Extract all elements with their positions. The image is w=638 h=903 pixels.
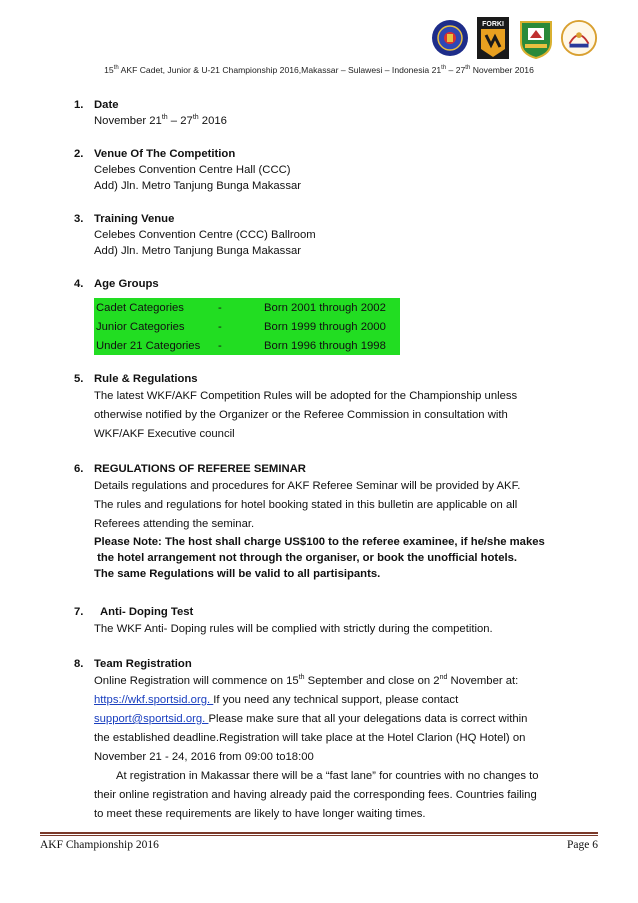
age-category: Cadet Categories [94,298,216,317]
referee-text-line: Details regulations and procedures for AKF Referee Seminar will be provided by AKF. [94,480,521,492]
rules-text-line: otherwise notified by the Organizer or the Referee Commission in consultation with [94,409,508,421]
venue-line: Celebes Convention Centre Hall (CCC) [94,164,291,176]
svg-text:FORKI: FORKI [482,21,504,28]
rules-text-line: WKF/AKF Executive council [94,428,235,440]
age-groups-table [94,298,400,355]
section-number: 1. [74,99,84,111]
training-address: Add) Jln. Metro Tanjung Bunga Makassar [94,245,302,257]
registration-line: support@sportsid.org. Please make sure that all your delegations data is correct within [94,713,528,725]
registration-line: their online registration and having already paid the corresponding fees. Countries failing [94,789,537,801]
forki-logo [474,16,512,60]
section-heading: Date [94,99,119,111]
section-number: 6. [74,463,84,475]
section-number: 4. [74,278,84,290]
registration-line: the established deadline.Registration will take place at the Hotel Clarion (HQ Hotel) on [94,732,526,744]
document-body [74,97,584,841]
page-number: Page 6 [567,839,598,851]
section-rules [74,371,584,444]
section-heading: Venue Of The Competition [94,148,236,160]
wkf-sportsid-link[interactable]: https://wkf.sportsid.org. [94,694,214,706]
section-number: 2. [74,148,84,160]
section-heading: REGULATIONS OF REFEREE SEMINAR [94,463,306,475]
rules-text-line: The latest WKF/AKF Competition Rules will be adopted for the Championship unless [94,390,518,402]
section-anti-doping [74,604,584,639]
age-born: Born 1999 through 2000 [262,317,400,336]
section-date [74,97,584,129]
age-born: Born 2001 through 2002 [262,298,400,317]
championship-logo [560,16,598,60]
venue-address: Add) Jln. Metro Tanjung Bunga Makassar [94,180,302,192]
page-footer [40,839,598,851]
referee-note-line: The same Regulations will be valid to all partisipants. [94,568,381,580]
support-email-link[interactable]: support@sportsid.org. [94,713,209,725]
referee-note-line: Please Note: The host shall charge US$100 to the referee examinee, if he/she makes [94,536,545,548]
age-dash: - [216,298,262,317]
section-heading: Rule & Regulations [94,373,198,385]
age-born: Born 1996 through 1998 [262,336,400,355]
age-category: Junior Categories [94,317,216,336]
registration-line: November 21 - 24, 2016 from 09:00 to18:00 [94,751,314,763]
section-number: 3. [74,213,84,225]
sulsel-emblem-logo [517,16,555,60]
table-row [94,317,400,336]
section-age-groups [74,276,584,355]
akf-emblem-logo [431,16,469,60]
section-training [74,211,584,259]
footer-divider-thin [40,835,598,836]
section-referee-seminar [74,461,584,582]
header-logos [431,16,598,60]
referee-text-line: Referees attending the seminar. [94,518,255,530]
referee-text-line: The rules and regulations for hotel booking stated in this bulletin are applicable on all [94,499,518,511]
footer-title: AKF Championship 2016 [40,839,159,851]
section-number: 7. [74,606,84,618]
registration-line: https://wkf.sportsid.org. If you need any technical support, please contact [94,694,459,706]
section-heading: Training Venue [94,213,175,225]
registration-line: to meet these requirements are likely to have longer waiting times. [94,808,426,820]
section-number: 5. [74,373,84,385]
section-heading: Anti- Doping Test [100,606,194,618]
doping-text: The WKF Anti- Doping rules will be complied with strictly during the competition. [94,623,493,635]
section-heading: Team Registration [94,658,192,670]
referee-note-line: the hotel arrangement not through the organiser, or book the unofficial hotels. [94,552,518,564]
date-value: November 21th – 27th 2016 [94,114,227,127]
age-category: Under 21 Categories [94,336,216,355]
footer-divider [40,832,598,834]
table-row [94,336,400,355]
registration-line: Online Registration will commence on 15th September and close on 2nd November at: [94,674,519,687]
section-number: 8. [74,658,84,670]
registration-line: At registration in Makassar there will be a “fast lane” for countries with no changes to [116,770,539,782]
table-row [94,298,400,317]
age-dash: - [216,317,262,336]
training-line: Celebes Convention Centre (CCC) Ballroom [94,229,316,241]
page-header-title: 15th AKF Cadet, Junior & U-21 Championship 2016,Makassar – Sulawesi – Indonesia 21th – 27th November 2016 [104,65,534,75]
section-heading: Age Groups [94,278,159,290]
age-dash: - [216,336,262,355]
section-team-registration [74,656,584,824]
section-venue [74,146,584,194]
